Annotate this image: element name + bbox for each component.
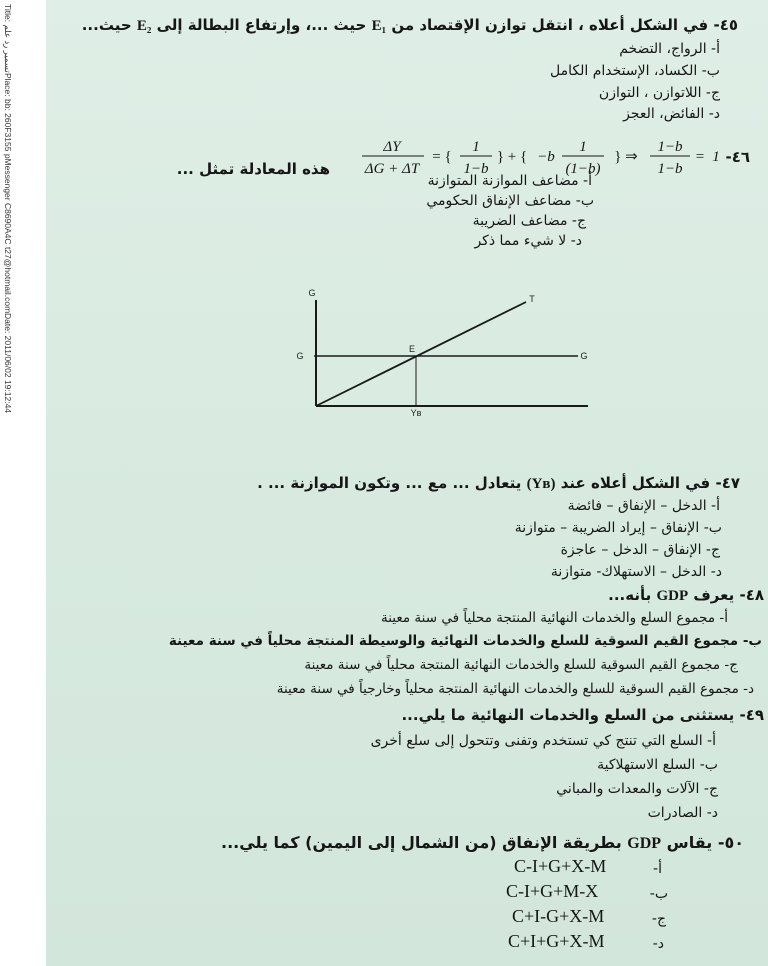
- eq-term2-prefix: −b: [537, 149, 555, 165]
- scanner-margin: [0, 0, 46, 966]
- graph-label-e: E: [408, 344, 416, 354]
- scanner-stamp: [2, 4, 13, 413]
- q50-stem: ٥٠- يقاس GDP بطريقة الإنفاق (من الشمال إلى اليمين) كما يلي...: [221, 833, 744, 852]
- graph-label-right: G: [580, 351, 588, 361]
- q47-stem: ٤٧- في الشكل أعلاه عند (Yʙ) يتعادل ... مع ... وتكون الموازنة ... .: [257, 474, 740, 492]
- eq-term1-denominator: 1−b: [463, 161, 489, 177]
- svg-text:=: =: [695, 149, 705, 165]
- q48-option-a: أ- مجموع السلع والخدمات النهائية المنتجة محلياً في سنة معينة: [381, 610, 728, 626]
- q49-stem: ٤٩- يستثنى من السلع والخدمات النهائية ما يلي...: [401, 706, 764, 724]
- q48-option-d: د- مجموع القيم السوقية للسلع والخدمات النهائية المنتجة محلياً وخارجياً في سنة معينة: [276, 681, 754, 697]
- eq-term3-numerator: 1−b: [657, 139, 683, 155]
- q49-option-a: أ- السلع التي تنتج كي تستخدم وتفنى وتتحول إلى سلع أخرى: [370, 733, 716, 749]
- stamp-place: Place: bb: 260F3155 pMessenger C8690A4C t27@hotmail.com: [3, 72, 13, 313]
- eq-term2-numerator: 1: [579, 139, 587, 155]
- graph-label-top-right: T: [529, 294, 535, 304]
- q50-formula-d: C+I+G+X-M: [508, 931, 605, 951]
- q47-option-c: ج- الإنفاق – الدخل – عاجزة: [560, 542, 720, 558]
- q45-option-d: د- الفائض، العجز: [623, 106, 720, 122]
- q50-letter-d: د-: [652, 936, 664, 952]
- q50-letter-b: ب-: [649, 886, 668, 902]
- q49-option-d: د- الصادرات: [647, 805, 718, 821]
- svg-text:} + {: } + {: [496, 149, 528, 165]
- eq-result: 1: [712, 149, 720, 165]
- q46-number: ٤٦-: [725, 148, 750, 166]
- q50-formula-b: C-I+G+M-X: [506, 881, 599, 901]
- svg-text:= {: = {: [432, 149, 452, 165]
- graph-label-top-left: G: [308, 288, 316, 298]
- q47-option-d: د- الدخل – الاستهلاك- متوازنة: [550, 564, 722, 580]
- stamp-title: Title: تسمير رد علم: [3, 4, 13, 73]
- q46-option-d: د- لا شيء مما ذكر: [474, 233, 582, 249]
- q46-caption: هذه المعادلة تمثل ...: [176, 160, 330, 178]
- q46-option-a: أ- مضاعف الموازنة المتوازنة: [427, 173, 592, 189]
- stamp-date: Date: 2011/06/02 19:12:44: [3, 312, 13, 413]
- graph-label-yb: Yʙ: [410, 408, 422, 418]
- svg-text:} ⇒: } ⇒: [614, 149, 638, 165]
- eq-term2-denominator: (1−b): [565, 161, 601, 177]
- q46-option-c: ج- مضاعف الضريبة: [472, 213, 586, 229]
- q50-formula-c: C+I-G+X-M: [512, 906, 605, 926]
- q47-option-a: أ- الدخل – الإنفاق – فائضة: [567, 498, 720, 514]
- eq-lhs-numerator: ΔY: [383, 139, 401, 155]
- eq-lhs-denominator: ΔG + ΔT: [364, 161, 420, 177]
- q49-option-c: ج- الآلات والمعدات والمباني: [556, 781, 718, 797]
- graph-label-left: G: [296, 351, 304, 361]
- eq-term3-denominator: 1−b: [657, 161, 683, 177]
- q48-option-c: ج- مجموع القيم السوقية للسلع والخدمات النهائية المنتجة محلياً في سنة معينة: [304, 657, 738, 673]
- q50-letter-c: ج-: [651, 911, 666, 927]
- exam-sheet: [46, 0, 768, 966]
- q50-formula-a: C-I+G+X-M: [514, 856, 607, 876]
- q45-option-b: ب- الكساد، الإستخدام الكامل: [549, 63, 720, 79]
- graph-t-line: [316, 302, 526, 406]
- q45-stem: ٤٥- في الشكل أعلاه ، انتقل توازن الإقتصاد من E₁ حيث ...، وإرتفاع البطالة إلى E₂ حيث...: [81, 16, 738, 34]
- q46-option-b: ب- مضاعف الإنفاق الحكومي: [426, 193, 594, 209]
- budget-graph: [292, 286, 592, 420]
- q48-stem: ٤٨- يعرف GDP بأنه...: [608, 586, 764, 604]
- q50-letter-a: أ-: [653, 861, 662, 877]
- q48-option-b: ب- مجموع القيم السوقية للسلع والخدمات النهائية والوسيطة المنتجة محلياً في سنة معينة: [168, 633, 762, 649]
- q45-option-c: ج- اللاتوازن ، التوازن: [598, 85, 720, 101]
- q45-option-a: أ- الرواج، التضخم: [619, 41, 720, 57]
- q47-option-b: ب- الإنفاق – إيراد الضريبة – متوازنة: [514, 520, 722, 536]
- q49-option-b: ب- السلع الاستهلاكية: [597, 757, 718, 773]
- eq-term1-numerator: 1: [472, 139, 480, 155]
